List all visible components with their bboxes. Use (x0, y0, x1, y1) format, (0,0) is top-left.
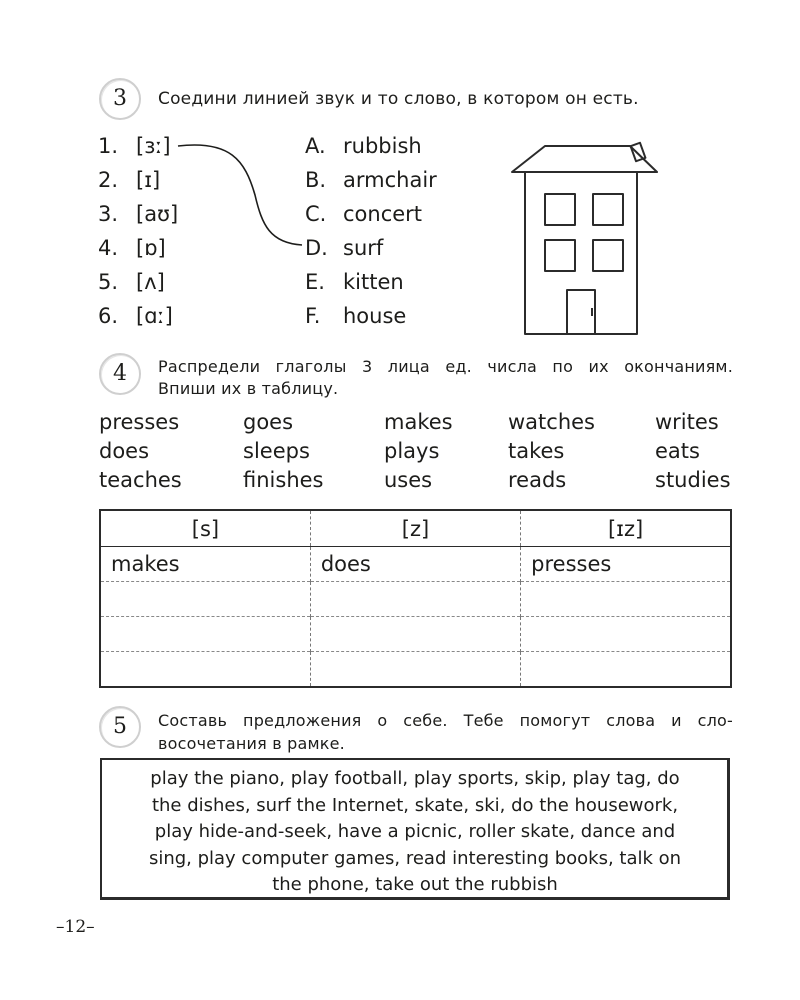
word-box-line: play the piano, play football, play sports, skip, play tag, do (150, 768, 680, 789)
table-cell[interactable]: makes (111, 552, 180, 576)
exercise-5-number: 5 (99, 706, 141, 748)
exercise-4-instruction-line2: Впиши их в таблицу. (158, 379, 339, 398)
verb: presses (99, 410, 180, 434)
sound-endings-table (99, 509, 732, 688)
sound-item: 5. [ʌ] (98, 270, 165, 294)
sound-item: 4. [ɒ] (98, 236, 166, 260)
sound-item: 3. [aʊ] (98, 202, 179, 226)
table-cell[interactable] (310, 652, 520, 688)
connecting-line (170, 140, 310, 252)
table-cell[interactable] (521, 652, 731, 688)
word-box-line: play hide-and-seek, have a picnic, roller skate, dance and (154, 821, 676, 842)
verb: finishes (243, 468, 324, 492)
word-box-line: sing, play computer games, read interesting books, talk on (148, 847, 682, 869)
exercise-5-instruction-line2: восочетания в рамке. (158, 734, 345, 753)
word-item: A. rubbish (305, 134, 422, 158)
table-header-z: [z] (310, 510, 520, 547)
verb: uses (384, 468, 433, 492)
word-item: D. surf (305, 236, 384, 260)
verb: teaches (99, 468, 182, 492)
table-cell[interactable] (100, 617, 310, 652)
table-cell[interactable]: presses (521, 547, 731, 582)
sound-item: 6. [ɑː] (98, 304, 173, 328)
exercise-5-instruction-line1: Составь предложения о себе. Тебе помогут слова и сло- (158, 711, 733, 730)
verb: eats (655, 439, 700, 463)
exercise-3-instruction: Соедини линией звук и то слово, в котором он есть. (158, 89, 639, 109)
verb: sleeps (243, 439, 310, 463)
table-cell[interactable] (521, 582, 731, 617)
table-cell[interactable] (100, 652, 310, 688)
verb: watches (508, 410, 595, 434)
table-cell[interactable] (310, 582, 520, 617)
verb: writes (655, 410, 719, 434)
verb: reads (508, 468, 567, 492)
verb: studies (655, 468, 731, 492)
table-cell[interactable]: does (310, 547, 520, 582)
table-cell[interactable] (521, 617, 731, 652)
word-item: E. kitten (305, 270, 404, 294)
exercise-4-number: 4 (99, 353, 141, 395)
sound-item: 2. [ɪ] (98, 168, 161, 192)
word-item: C. concert (305, 202, 423, 226)
word-box-line: the dishes, surf the Internet, skate, ski, do the housework, (151, 794, 679, 816)
table-header-iz: [ɪz] (521, 510, 731, 547)
verb: makes (384, 410, 453, 434)
table-cell[interactable] (310, 617, 520, 652)
word-item: B. armchair (305, 168, 437, 192)
word-box-text (112, 766, 718, 899)
verb: does (99, 439, 150, 463)
word-box-line: the phone, take out the rubbish (272, 874, 558, 895)
verb: goes (243, 410, 294, 434)
house-illustration (505, 138, 665, 338)
verb: plays (384, 439, 440, 463)
exercise-4-instruction-line1: Распредели глаголы 3 лица ед. числа по их окончаниям. (158, 357, 733, 376)
verb: takes (508, 439, 565, 463)
page-number: –12– (56, 917, 95, 937)
exercise-3-number: 3 (99, 78, 141, 120)
sound-item: 1. [ɜː] (98, 134, 171, 158)
word-item: F. house (305, 304, 407, 328)
table-header-s: [s] (100, 510, 310, 547)
table-cell[interactable] (100, 582, 310, 617)
